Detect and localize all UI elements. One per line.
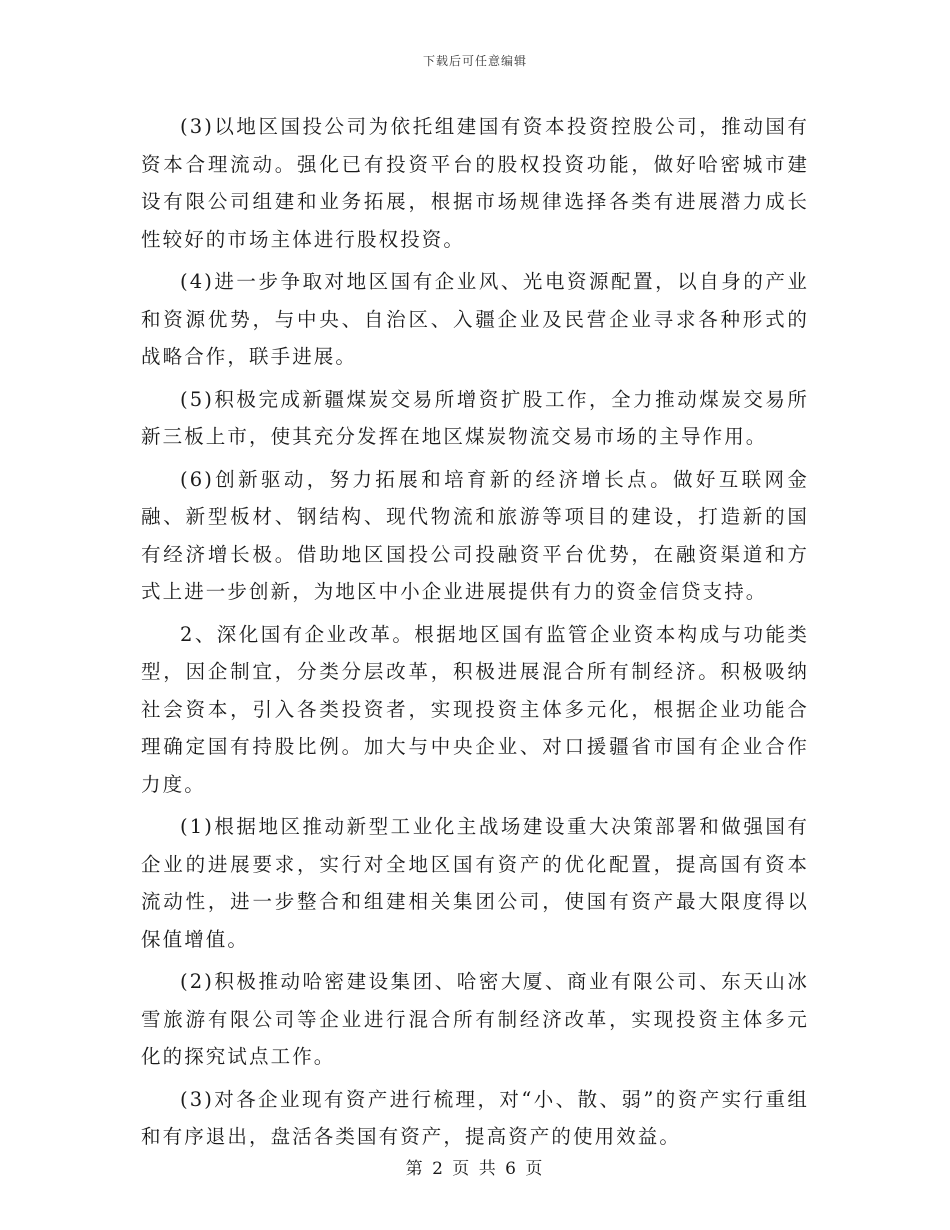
paragraph-3: (5)积极完成新疆煤炭交易所增资扩股工作，全力推动煤炭交易所新三板上市，使其充分发挥在地区煤炭物流交易市场的主导作用。 [141,387,809,448]
page-footer: 第 2 页 共 6 页 [405,1159,545,1179]
paragraph-4: (6)创新驱动，努力拓展和培育新的经济增长点。做好互联网金融、新型板材、钢结构、现代物流和旅游等项目的建设，打造新的国有经济增长极。借助地区国投公司投融资平台优势，在融资渠道和方式上进一步创新，为地区中小企业进展提供有力的资金信贷支持。 [141,467,809,603]
document-body [141,108,809,1161]
paragraph-6: (1)根据地区推动新型工业化主战场建设重大决策部署和做强国有企业的进展要求，实行对全地区国有资产的优化配置，提高国有资本流动性，进一步整合和组建相关集团公司，使国有资产最大限度得以保值增值。 [141,815,809,951]
paragraph-2: (4)进一步争取对地区国有企业风、光电资源配置，以自身的产业和资源优势，与中央、自治区、入疆企业及民营企业寻求各种形式的战略合作，联手进展。 [141,270,809,368]
paragraph-7: (2)积极推动哈密建设集团、哈密大厦、商业有限公司、东天山冰雪旅游有限公司等企业进行混合所有制经济改革，实现投资主体多元化的探究试点工作。 [141,970,809,1068]
paragraph-8: (3)对各企业现有资产进行梳理，对“小、散、弱”的资产实行重组和有序退出，盘活各类国有资产，提高资产的使用效益。 [141,1087,809,1148]
paragraph-1: (3)以地区国投公司为依托组建国有资本投资控股公司，推动国有资本合理流动。强化已有投资平台的股权投资功能，做好哈密城市建设有限公司组建和业务拓展，根据市场规律选择各类有进展潜力成长性较好的市场主体进行股权投资。 [141,115,809,251]
paragraph-5: 2、深化国有企业改革。根据地区国有监管企业资本构成与功能类型，因企制宜，分类分层改革，积极进展混合所有制经济。积极吸纳社会资本，引入各类投资者，实现投资主体多元化，根据企业功能合理确定国有持股比例。加大与中央企业、对口援疆省市国有企业合作力度。 [141,622,809,796]
page-header: 下载后可任意编辑 [422,54,527,68]
